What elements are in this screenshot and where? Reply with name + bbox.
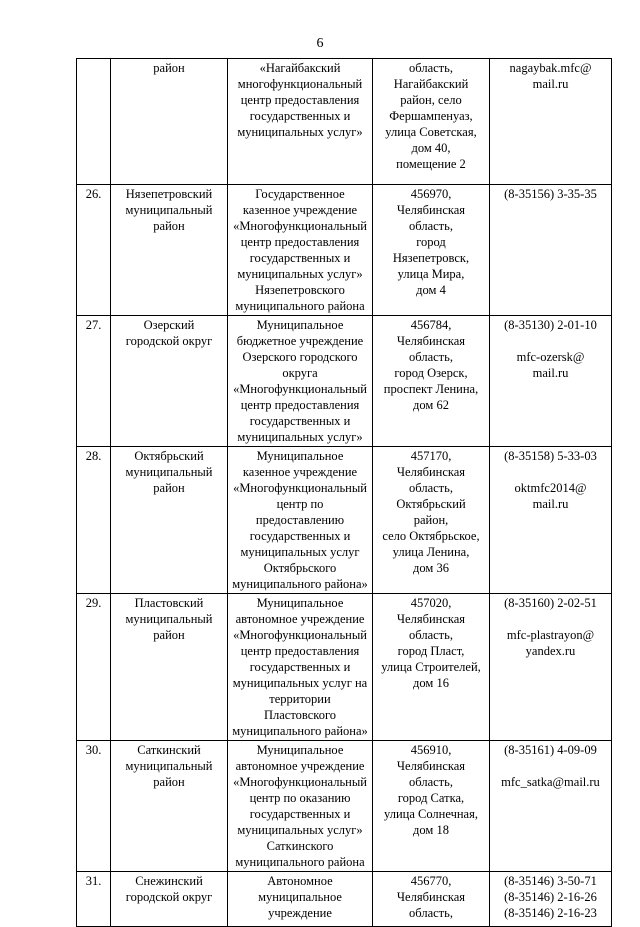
table-row [77,447,612,594]
text-line: Саткинского [266,839,334,853]
text-line: область, [409,481,453,495]
text-line: муниципального района [235,855,365,869]
text-line: Пластовского [263,708,337,722]
text-line: муниципальных услуг» [237,267,363,281]
text-line: муниципальных услуг» [237,823,363,837]
address-cell [373,185,490,316]
address-cell [373,447,490,594]
text-line: область, [409,219,453,233]
text-line: муниципального района» [232,724,368,738]
text-line: (8-35160) 2-02-51 [504,596,597,610]
organization-cell [228,185,373,316]
text-line: центр по оказанию [249,791,351,805]
text-line: улица Мира, [397,267,465,281]
text-line: (8-35158) 5-33-03 [504,449,597,463]
text-line [492,758,609,774]
text-line: Нязепетровск, [392,251,470,265]
text-line: mfc_satka@mail.ru [501,775,600,789]
text-line: «Многофункциональный [233,775,367,789]
text-line: (8-35156) 3-35-35 [504,187,597,201]
district-cell [111,872,228,927]
organization-cell [228,594,373,741]
text-line: район, село [400,93,462,107]
text-line: муниципальный [125,759,213,773]
text-line: район [153,219,185,233]
text-line: улица Солнечная, [384,807,478,821]
contacts-cell [490,59,612,185]
text-line: (8-35161) 4-09-09 [504,743,597,757]
text-line: mail.ru [532,497,569,511]
text-line: государственных и [249,109,351,123]
text-line: «Многофункциональный [233,219,367,233]
text-line: область, [409,628,453,642]
text-line: муниципальный [125,203,213,217]
text-line: «Многофункциональный [233,481,367,495]
table-row [77,872,612,927]
text-line: казенное учреждение [242,203,358,217]
text-line: Снежинский [135,874,203,888]
text-line: государственных и [249,660,351,674]
text-line: центр предоставления [240,235,360,249]
contacts-cell [490,447,612,594]
text-line: 456770, [410,874,452,888]
text-line: муниципальный [125,612,213,626]
text-line: муниципальных услуг» [237,125,363,139]
table-row [77,316,612,447]
district-cell [111,316,228,447]
text-line: Октябрьский [396,497,466,511]
organization-cell [228,316,373,447]
district-cell [111,185,228,316]
row-number: 26. [77,185,111,316]
text-line: муниципального района [235,299,365,313]
text-line: улица Ленина, [392,545,470,559]
organization-cell [228,872,373,927]
table-row [77,741,612,872]
text-line: муниципальный [125,465,213,479]
text-line: муниципального района» [232,577,368,591]
text-line: (8-35130) 2-01-10 [504,318,597,332]
text-line: город [416,235,446,249]
text-line: бюджетное учреждение [236,334,364,348]
organization-cell [228,59,373,185]
text-line: «Многофункциональный [233,382,367,396]
mfc-table [76,58,612,927]
text-line: район [153,481,185,495]
text-line: область, [409,775,453,789]
text-line: Муниципальное [256,318,344,332]
text-line: село Октябрьское, [382,529,480,543]
text-line: 457020, [410,596,452,610]
row-number [77,59,111,185]
text-line: улица Советская, [385,125,477,139]
text-line: 457170, [410,449,452,463]
text-line [492,611,609,627]
text-line: Нязепетровского [255,283,345,297]
text-line: Муниципальное [256,596,344,610]
text-line: Автономное [267,874,333,888]
district-cell [111,594,228,741]
text-line: городской округ [125,334,213,348]
text-line: Челябинская [396,759,466,773]
contacts-cell [490,741,612,872]
text-line: район [153,628,185,642]
table-row [77,594,612,741]
text-line [492,464,609,480]
text-line: nagaybak.mfc@ [509,61,592,75]
row-number: 31. [77,872,111,927]
text-line: Октябрьского [263,561,337,575]
text-line: территории [269,692,331,706]
contacts-cell [490,872,612,927]
text-line: центр по [276,497,324,511]
district-cell [111,59,228,185]
address-cell [373,59,490,185]
district-cell [111,741,228,872]
text-line: 456910, [410,743,452,757]
text-line: дом 16 [413,676,449,690]
text-line: автономное учреждение [235,612,365,626]
text-line: дом 62 [413,398,449,412]
text-line: учреждение [268,906,332,920]
row-number: 27. [77,316,111,447]
text-line: дом 4 [416,283,446,297]
text-line: область, [409,61,453,75]
text-line: oktmfc2014@ [514,481,587,495]
address-cell [373,594,490,741]
text-line: Нагайбакский [393,77,469,91]
contacts-cell [490,185,612,316]
address-cell [373,741,490,872]
text-line: Челябинская [396,465,466,479]
text-line: область, [409,906,453,920]
text-line: центр предоставления [240,398,360,412]
text-line: дом 18 [413,823,449,837]
organization-cell [228,447,373,594]
address-cell [373,316,490,447]
text-line: Озерский [143,318,195,332]
text-line: 456784, [410,318,452,332]
text-line: mail.ru [532,77,569,91]
text-line: Саткинский [137,743,201,757]
page-number: 6 [316,36,324,51]
text-line: Фершампенуаз, [389,109,473,123]
text-line: автономное учреждение [235,759,365,773]
text-line: центр предоставления [240,644,360,658]
text-line: муниципальных услуг [240,545,360,559]
text-line: округа [282,366,318,380]
text-line: район, [413,513,449,527]
text-line: «Нагайбакский [259,61,341,75]
text-line: дом 36 [413,561,449,575]
text-line: «Многофункциональный [233,628,367,642]
text-line: государственных и [249,529,351,543]
text-line: район [153,775,185,789]
text-line: муниципальных услуг» [237,430,363,444]
text-line: (8-35146) 3-50-71 [504,874,597,888]
text-line: Нязепетровский [125,187,213,201]
text-line: (8-35146) 2-16-26 [504,890,597,904]
text-line: помещение 2 [396,157,466,171]
text-line: Озерского городского [242,350,358,364]
text-line: центр предоставления [240,93,360,107]
text-line: муниципальных услуг на [232,676,368,690]
text-line: район [153,61,185,75]
text-line: область, [409,350,453,364]
text-line: город Сатка, [397,791,465,805]
text-line: Челябинская [396,612,466,626]
text-line: город Озерск, [394,366,468,380]
text-line: Челябинская [396,203,466,217]
text-line: mfc-plastrayon@ [506,628,595,642]
row-number: 29. [77,594,111,741]
text-line: mfc-ozersk@ [516,350,585,364]
address-cell [373,872,490,927]
text-line: городской округ [125,890,213,904]
text-line: город Пласт, [397,644,465,658]
text-line: государственных и [249,251,351,265]
text-line: Пластовский [134,596,204,610]
text-line: 456970, [410,187,452,201]
text-line: Челябинская [396,890,466,904]
text-line: проспект Ленина, [383,382,479,396]
text-line: предоставлению [255,513,345,527]
text-line: yandex.ru [525,644,576,658]
text-line [492,333,609,349]
table-row [77,185,612,316]
row-number: 28. [77,447,111,594]
contacts-cell [490,594,612,741]
row-number: 30. [77,741,111,872]
text-line: Муниципальное [256,743,344,757]
text-line: казенное учреждение [242,465,358,479]
text-line: многофункциональный [237,77,363,91]
organization-cell [228,741,373,872]
text-line: Государственное [255,187,345,201]
text-line: государственных и [249,807,351,821]
text-line: Челябинская [396,334,466,348]
table-row [77,59,612,185]
text-line: Муниципальное [256,449,344,463]
text-line: муниципальное [258,890,342,904]
text-line: дом 40, [411,141,451,155]
contacts-cell [490,316,612,447]
text-line: (8-35146) 2-16-23 [504,906,597,920]
text-line: Октябрьский [134,449,204,463]
text-line: государственных и [249,414,351,428]
text-line: улица Строителей, [381,660,481,674]
district-cell [111,447,228,594]
text-line: mail.ru [532,366,569,380]
